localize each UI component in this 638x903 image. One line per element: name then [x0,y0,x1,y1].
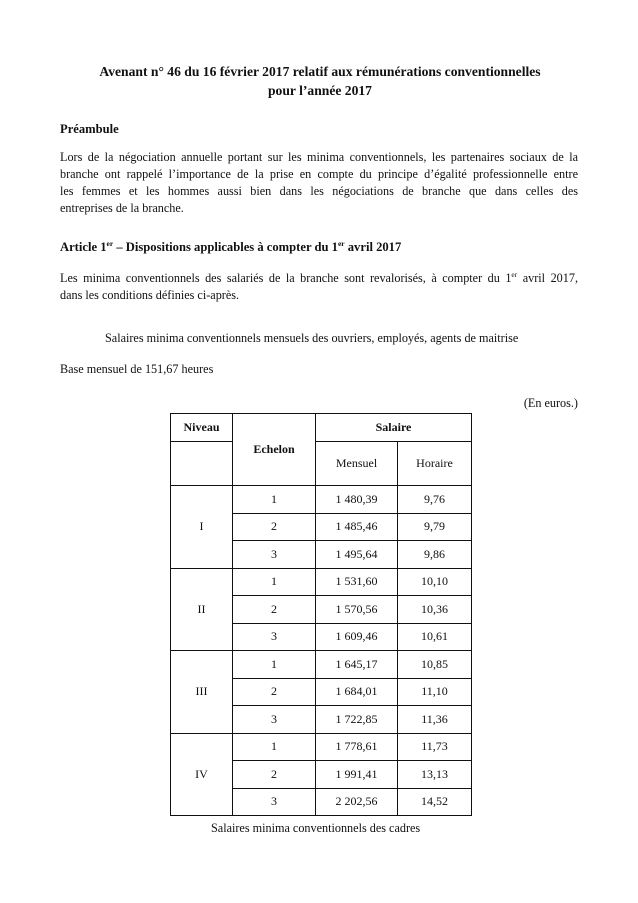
echelon-cell: 1 [233,733,316,761]
article1-heading-sup2: er [337,239,345,248]
echelon-cell: 2 [233,596,316,624]
table-row [171,568,472,596]
mensuel-cell: 1 485,46 [316,513,398,541]
echelon-cell: 2 [233,761,316,789]
horaire-cell: 11,36 [398,706,472,734]
table-row [171,486,472,514]
horaire-cell: 10,10 [398,568,472,596]
echelon-cell: 2 [233,513,316,541]
horaire-cell: 9,76 [398,486,472,514]
echelon-cell: 3 [233,706,316,734]
echelon-cell: 3 [233,623,316,651]
mensuel-cell: 1 991,41 [316,761,398,789]
horaire-cell: 10,61 [398,623,472,651]
unit-note: (En euros.) [523,396,578,410]
footer-caption: Salaires minima conventionnels des cadres [211,821,421,835]
article1-heading-sup: er [106,239,114,248]
horaire-cell: 11,73 [398,733,472,761]
header-niveau: Niveau [171,414,233,442]
preamble-paragraph [60,149,578,217]
title-line-1: Avenant n° 46 du 16 février 2017 relatif aux rémunérations conventionnelles [99,64,541,79]
header-horaire: Horaire [398,442,472,486]
article1-line-1-sup: er [511,270,518,279]
echelon-cell: 1 [233,568,316,596]
table-subheader-row [171,442,472,486]
header-salaire: Salaire [316,414,472,442]
mensuel-cell: 2 202,56 [316,788,398,816]
header-niveau-blank [171,442,233,486]
horaire-cell: 9,86 [398,541,472,569]
document-title [60,62,580,100]
echelon-cell: 2 [233,678,316,706]
mensuel-cell: 1 531,60 [316,568,398,596]
preamble-line: entreprises de la branche. [60,201,184,215]
article1-heading-post: avril 2017 [344,240,402,254]
niveau-cell: III [171,651,233,734]
mensuel-cell: 1 645,17 [316,651,398,679]
article1-paragraph [60,270,578,304]
article1-heading-mid: – Dispositions applicables à compter du 1 [113,240,338,254]
horaire-cell: 11,10 [398,678,472,706]
article1-line-2: dans les conditions définies ci-après. [60,288,240,302]
niveau-cell: IV [171,733,233,816]
niveau-cell: I [171,486,233,569]
preamble-line: Lors de la négociation annuelle portant sur les minima conventionnels, les partenaires sociaux de la [60,150,578,164]
article1-line-1 [60,270,578,287]
preamble-heading: Préambule [60,122,119,136]
article1-heading-pre: Article 1 [60,240,107,254]
table-header-row [171,414,472,442]
niveau-cell: II [171,568,233,651]
mensuel-cell: 1 570,56 [316,596,398,624]
article1-line-1-post: avril 2017, [517,271,578,285]
preamble-line: les femmes et les hommes aussi bien dans les négociations de branche que dans celles des [60,184,578,198]
header-echelon [233,414,316,486]
preamble-line: branche ont rappelé l’importance de la prise en compte du principe d’égalité professionnelle entre [60,167,578,181]
mensuel-cell: 1 684,01 [316,678,398,706]
header-mensuel: Mensuel [316,442,398,486]
mensuel-cell: 1 722,85 [316,706,398,734]
mensuel-cell: 1 480,39 [316,486,398,514]
salary-body [171,486,472,816]
article1-line-1-pre: Les minima conventionnels des salariés de la branche sont revalorisés, à compter du 1 [60,271,512,285]
echelon-cell: 1 [233,486,316,514]
mensuel-cell: 1 495,64 [316,541,398,569]
horaire-cell: 14,52 [398,788,472,816]
echelon-cell: 1 [233,651,316,679]
table-row [171,733,472,761]
table-caption: Salaires minima conventionnels mensuels des ouvriers, employés, agents de maitrise [105,331,519,345]
mensuel-cell: 1 778,61 [316,733,398,761]
table-row [171,651,472,679]
mensuel-cell: 1 609,46 [316,623,398,651]
salary-table [170,413,472,816]
horaire-cell: 13,13 [398,761,472,789]
horaire-cell: 9,79 [398,513,472,541]
echelon-cell: 3 [233,788,316,816]
article1-heading [60,240,401,255]
echelon-cell: 3 [233,541,316,569]
base-hours: Base mensuel de 151,67 heures [60,362,214,376]
horaire-cell: 10,85 [398,651,472,679]
header-echelon-label: Echelon [253,442,295,456]
title-line-2: pour l’année 2017 [268,83,372,98]
horaire-cell: 10,36 [398,596,472,624]
